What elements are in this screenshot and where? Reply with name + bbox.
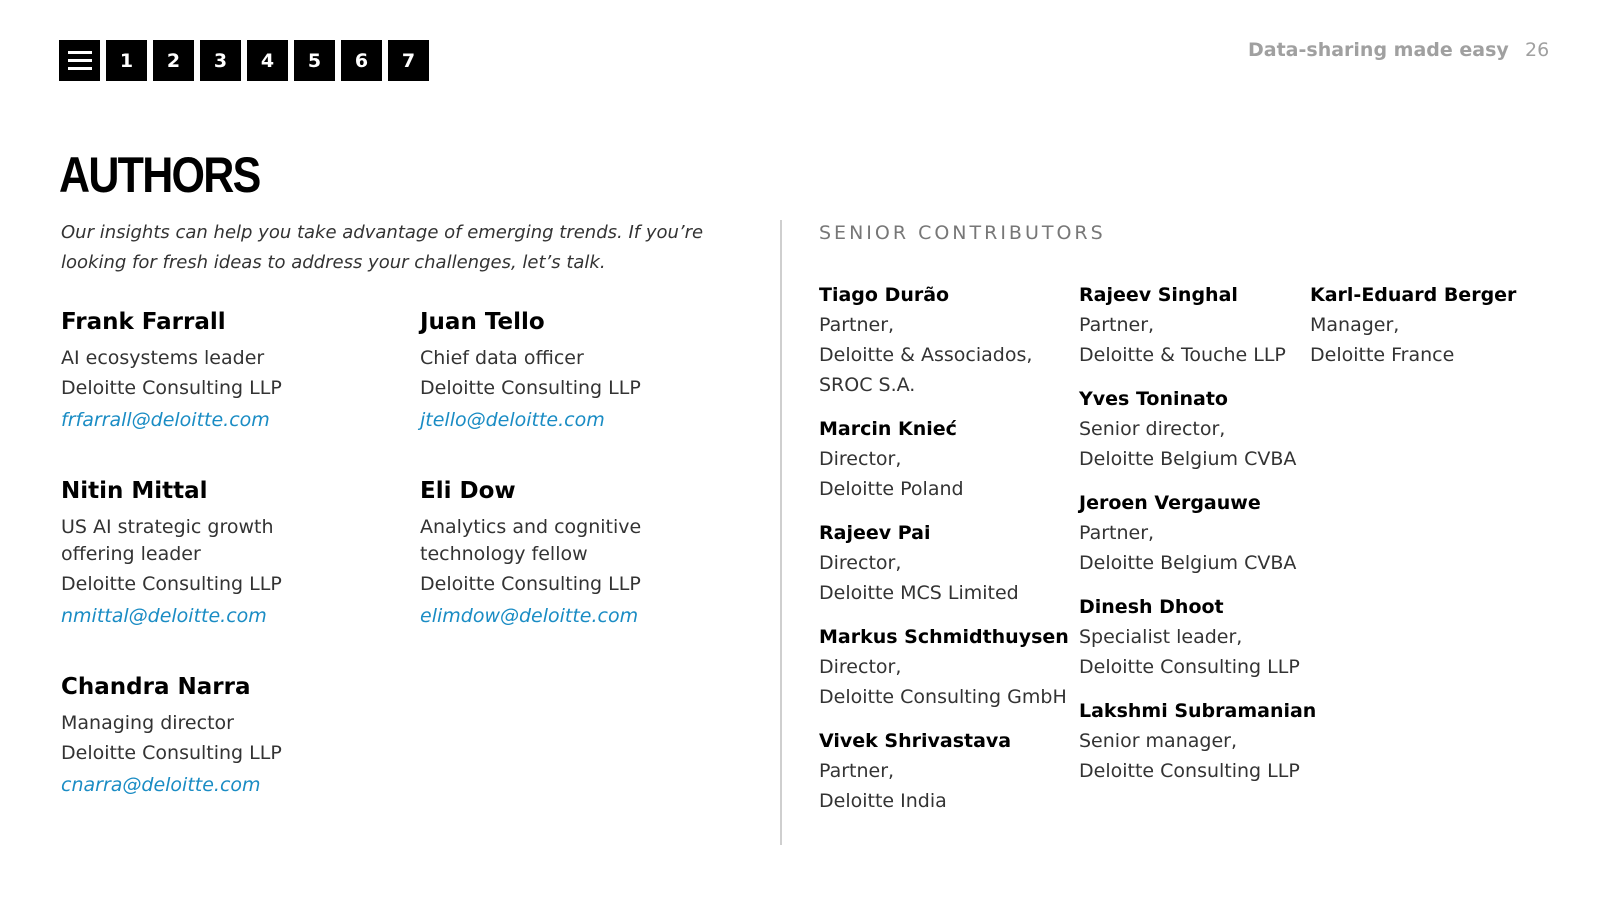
contributor-title: Specialist leader, [1079, 626, 1243, 648]
contributor-title: Senior director, [1079, 418, 1226, 440]
contributor-title: Manager, [1310, 314, 1400, 336]
nav-page-4-button[interactable]: 4 [247, 40, 288, 81]
contributor [1079, 280, 1316, 370]
author-organization: Deloitte Consulting LLP [61, 742, 282, 764]
nav-page-2-button[interactable]: 2 [153, 40, 194, 81]
contributor-name: Lakshmi Subramanian [1079, 700, 1317, 722]
contributors-column-2 [1079, 280, 1316, 800]
author-role: Chief data officer [420, 347, 584, 369]
contributor [819, 280, 1069, 400]
author-card [420, 307, 750, 434]
author-name: Juan Tello [420, 309, 545, 335]
author-email-link[interactable]: cnarra@deloitte.com [61, 774, 261, 796]
author-name: Frank Farrall [61, 309, 226, 335]
contributor-title: Director, [819, 656, 902, 678]
intro-text: Our insights can help you take advantage of emerging trends. If you’re looking for fresh ideas to address your challenges, let’s talk. [61, 222, 704, 273]
page-title: AUTHORS [59, 147, 260, 203]
contributor [1310, 280, 1516, 370]
contributors-column-3 [1310, 280, 1516, 384]
contributor-name: Rajeev Pai [819, 522, 931, 544]
contributor-title: Partner, [1079, 314, 1155, 336]
contributor-organization: SROC S.A. [819, 374, 916, 396]
author-organization: Deloitte Consulting LLP [61, 573, 282, 595]
author-name: Nitin Mittal [61, 478, 208, 504]
menu-bar [68, 59, 92, 62]
contributor-name: Rajeev Singhal [1079, 284, 1238, 306]
contributor-organization: Deloitte Poland [819, 478, 964, 500]
contributor-title: Partner, [819, 760, 895, 782]
contributor-organization: Deloitte & Touche LLP [1079, 344, 1286, 366]
author-role: Managing director [61, 712, 234, 734]
menu-bar [68, 51, 92, 54]
contributor-name: Yves Toninato [1079, 388, 1228, 410]
contributor-title: Partner, [1079, 522, 1155, 544]
contributor [1079, 384, 1316, 474]
author-organization: Deloitte Consulting LLP [420, 377, 641, 399]
contributor-title: Partner, [819, 314, 895, 336]
hamburger-menu-icon[interactable] [59, 40, 100, 81]
contributor-organization: Deloitte Belgium CVBA [1079, 552, 1297, 574]
author-card [61, 476, 391, 630]
menu-bar [68, 67, 92, 70]
author-email-link[interactable]: elimdow@deloitte.com [420, 605, 639, 627]
senior-contributors-heading: SENIOR CONTRIBUTORS [819, 222, 1106, 244]
contributor-name: Tiago Durão [819, 284, 950, 306]
contributor [1079, 696, 1316, 786]
author-role: Analytics and cognitive technology fellow [420, 516, 642, 565]
author-role: AI ecosystems leader [61, 347, 265, 369]
contributor-name: Vivek Shrivastava [819, 730, 1012, 752]
contributor [1079, 488, 1316, 578]
page-number: 26 [1525, 39, 1550, 61]
contributor [1079, 592, 1316, 682]
nav-page-6-button[interactable]: 6 [341, 40, 382, 81]
document-title: Data-sharing made easy [1248, 39, 1509, 61]
author-organization: Deloitte Consulting LLP [61, 377, 282, 399]
contributor-name: Jeroen Vergauwe [1079, 492, 1261, 514]
author-card [420, 476, 750, 630]
contributor-name: Dinesh Dhoot [1079, 596, 1224, 618]
contributor-organization: Deloitte Consulting LLP [1079, 760, 1300, 782]
contributor-organization: Deloitte Consulting LLP [1079, 656, 1300, 678]
author-name: Eli Dow [420, 478, 516, 504]
author-email-link[interactable]: jtello@deloitte.com [420, 409, 605, 431]
contributor-organization: Deloitte Belgium CVBA [1079, 448, 1297, 470]
author-name: Chandra Narra [61, 674, 251, 700]
contributor-title: Director, [819, 448, 902, 470]
author-email-link[interactable]: frfarrall@deloitte.com [61, 409, 270, 431]
nav-page-5-button[interactable]: 5 [294, 40, 335, 81]
page-navigation [59, 40, 429, 81]
contributors-column-1 [819, 280, 1069, 830]
contributor-organization: Deloitte Consulting GmbH [819, 686, 1067, 708]
author-card [61, 672, 391, 799]
contributor-organization: Deloitte France [1310, 344, 1455, 366]
contributor-organization: Deloitte MCS Limited [819, 582, 1019, 604]
contributor [819, 414, 1069, 504]
author-role: US AI strategic growth offering leader [61, 516, 274, 565]
contributor-organization: Deloitte India [819, 790, 947, 812]
contributor-name: Karl-Eduard Berger [1310, 284, 1517, 306]
contributor [819, 726, 1069, 816]
contributor [819, 518, 1069, 608]
nav-page-1-button[interactable]: 1 [106, 40, 147, 81]
author-card [61, 307, 391, 434]
contributor [819, 622, 1069, 712]
contributor-name: Marcin Knieć [819, 418, 957, 440]
contributor-title: Senior manager, [1079, 730, 1237, 752]
column-divider [780, 220, 782, 845]
contributor-name: Markus Schmidthuysen [819, 626, 1069, 648]
author-email-link[interactable]: nmittal@deloitte.com [61, 605, 267, 627]
author-organization: Deloitte Consulting LLP [420, 573, 641, 595]
contributor-title: Director, [819, 552, 902, 574]
nav-page-3-button[interactable]: 3 [200, 40, 241, 81]
nav-page-7-button[interactable]: 7 [388, 40, 429, 81]
contributor-organization: Deloitte & Associados, [819, 344, 1033, 366]
